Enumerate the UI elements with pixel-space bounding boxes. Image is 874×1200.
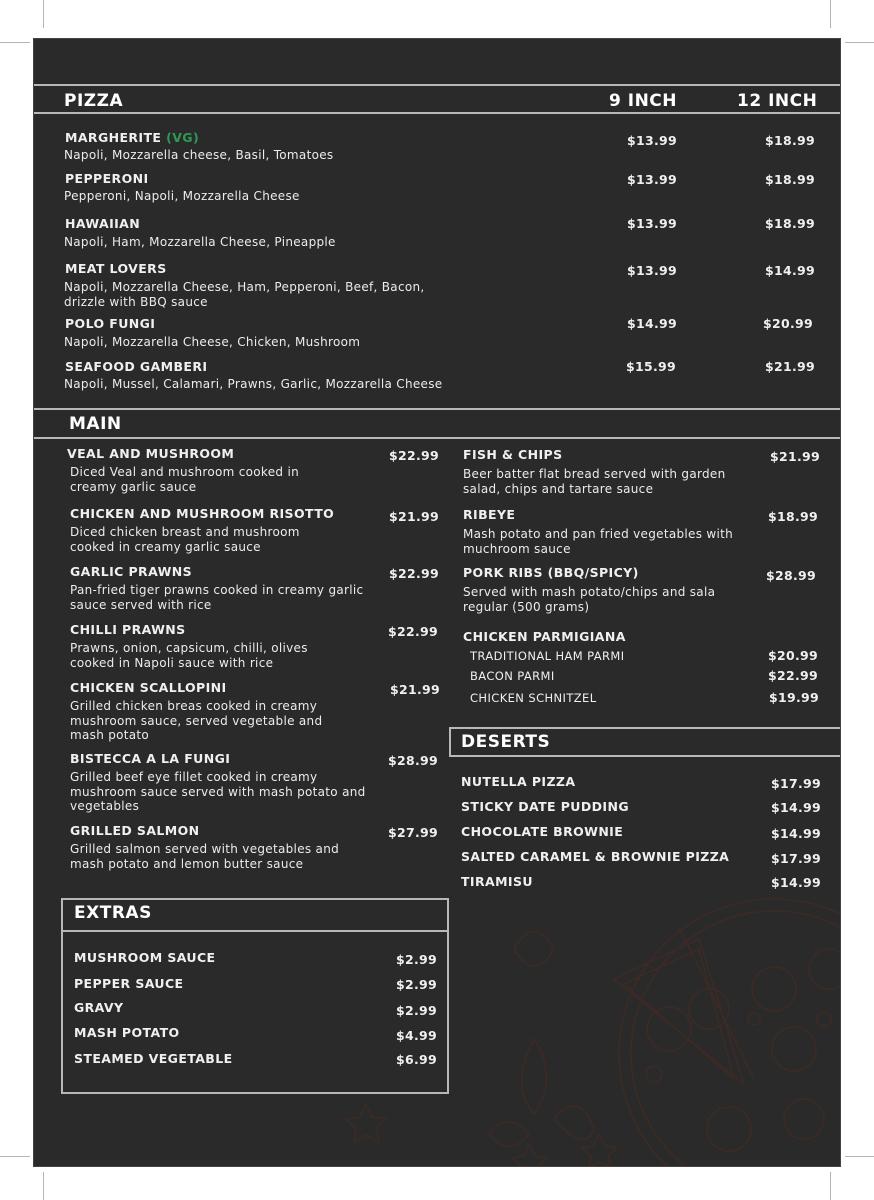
item-price: $27.99	[388, 825, 439, 840]
item-name: BISTECCA A LA FUNGI	[70, 751, 231, 766]
parmi-option-price: $20.99	[768, 648, 819, 663]
item-name: STEAMED VEGETABLE	[74, 1051, 233, 1066]
price-12-inch: $18.99	[765, 172, 816, 187]
item-name: FISH & CHIPS	[463, 447, 563, 462]
price-9-inch: $13.99	[627, 216, 678, 231]
item-price: $14.99	[771, 826, 822, 841]
item-price: $14.99	[771, 875, 822, 890]
item-price: $22.99	[389, 448, 440, 463]
item-description: Served with mash potato/chips and sala regular (500 grams)	[463, 585, 716, 614]
item-price: $28.99	[766, 568, 817, 583]
item-name: GRAVY	[74, 1000, 124, 1015]
item-name: HAWAIIAN	[65, 216, 141, 231]
item-price: $21.99	[389, 509, 440, 524]
item-description: Pepperoni, Napoli, Mozzarella Cheese	[64, 189, 300, 203]
price-9-inch: $13.99	[627, 263, 678, 278]
divider	[34, 437, 841, 439]
item-description: Grilled salmon served with vegetables and mash potato and lemon butter sauce	[70, 842, 340, 871]
pizza-12-inch-header: 12 INCH	[737, 91, 818, 111]
divider	[34, 112, 841, 114]
item-name: PEPPER SAUCE	[74, 976, 184, 991]
item-name: CHICKEN AND MUSHROOM RISOTTO	[70, 506, 335, 521]
crop-mark	[0, 42, 30, 43]
item-price: $2.99	[396, 952, 438, 967]
crop-mark	[830, 0, 831, 28]
item-description: Pan-fried tiger prawns cooked in creamy garlic sauce served with rice	[70, 583, 364, 612]
menu-page	[33, 38, 841, 1167]
item-name: CHICKEN SCALLOPINI	[70, 680, 227, 695]
price-9-inch: $14.99	[627, 316, 678, 331]
item-name: RIBEYE	[463, 507, 516, 522]
pizza-9-inch-header: 9 INCH	[609, 91, 678, 111]
crop-mark	[43, 1172, 44, 1200]
parmi-option-price: $22.99	[768, 668, 819, 683]
item-description: Napoli, Mozzarella cheese, Basil, Tomatoes	[64, 148, 334, 162]
item-price: $21.99	[770, 449, 821, 464]
item-price: $17.99	[771, 776, 822, 791]
deserts-section-title: DESERTS	[461, 732, 551, 752]
item-name: SEAFOOD GAMBERI	[65, 359, 208, 374]
item-name: MUSHROOM SAUCE	[74, 950, 216, 965]
price-12-inch: $18.99	[765, 133, 816, 148]
item-name: MARGHERITE	[65, 130, 162, 145]
item-name: CHILLI PRAWNS	[70, 622, 186, 637]
item-price: $21.99	[390, 682, 441, 697]
crop-mark	[0, 1156, 30, 1157]
item-name: CHOCOLATE BROWNIE	[461, 824, 624, 839]
parmi-option-name: CHICKEN SCHNITZEL	[470, 691, 597, 705]
item-price: $18.99	[768, 509, 819, 524]
item-name: CHICKEN PARMIGIANA	[463, 629, 626, 644]
main-section-title: MAIN	[69, 414, 122, 434]
item-name: TIRAMISU	[461, 874, 533, 889]
item-name: PORK RIBS (BBQ/SPICY)	[463, 565, 639, 580]
pizza-illustration-icon	[474, 879, 841, 1167]
item-name: GARLIC PRAWNS	[70, 564, 193, 579]
item-name: PEPPERONI	[65, 171, 149, 186]
price-12-inch: $21.99	[765, 359, 816, 374]
item-name: MASH POTATO	[74, 1025, 180, 1040]
price-12-inch: $20.99	[763, 316, 814, 331]
item-price: $14.99	[771, 800, 822, 815]
parmi-option-name: BACON PARMI	[470, 669, 555, 683]
price-9-inch: $13.99	[627, 133, 678, 148]
item-description: Grilled chicken breas cooked in creamy mushroom sauce, served vegetable and mash potato	[70, 699, 323, 742]
item-name: POLO FUNGI	[65, 316, 156, 331]
item-price: $22.99	[388, 624, 439, 639]
item-price: $2.99	[396, 1003, 438, 1018]
item-price: $4.99	[396, 1028, 438, 1043]
star-pasta-icon	[344, 1099, 394, 1149]
crop-mark	[845, 1156, 874, 1157]
price-12-inch: $14.99	[765, 263, 816, 278]
item-description: Diced chicken breast and mushroom cooked in creamy garlic sauce	[70, 525, 300, 554]
item-price: $28.99	[388, 753, 439, 768]
item-description: Grilled beef eye fillet cooked in creamy mushroom sauce served with mash potato and vegetables	[70, 770, 366, 813]
crop-mark	[845, 42, 874, 43]
item-name: SALTED CARAMEL & BROWNIE PIZZA	[461, 849, 730, 864]
item-price: $2.99	[396, 977, 438, 992]
item-name: GRILLED SALMON	[70, 823, 200, 838]
item-name: VEAL AND MUSHROOM	[67, 446, 235, 461]
item-price: $6.99	[396, 1052, 438, 1067]
price-12-inch: $18.99	[765, 216, 816, 231]
parmi-option-name: TRADITIONAL HAM PARMI	[470, 649, 625, 663]
item-name: STICKY DATE PUDDING	[461, 799, 629, 814]
divider	[34, 408, 841, 410]
item-description: Napoli, Mozzarella Cheese, Chicken, Mushroom	[64, 335, 361, 349]
item-description: Prawns, onion, capsicum, chilli, olives cooked in Napoli sauce with rice	[70, 641, 308, 670]
pizza-section-title: PIZZA	[64, 91, 124, 111]
item-description: Napoli, Ham, Mozzarella Cheese, Pineapple	[64, 235, 336, 249]
item-name: NUTELLA PIZZA	[461, 774, 576, 789]
item-price: $22.99	[389, 566, 440, 581]
item-price: $17.99	[771, 851, 822, 866]
price-9-inch: $15.99	[626, 359, 677, 374]
item-description: Beer batter flat bread served with garden salad, chips and tartare sauce	[463, 467, 726, 496]
item-description: Napoli, Mozzarella Cheese, Ham, Pepperoni, Beef, Bacon, drizzle with BBQ sauce	[64, 280, 425, 309]
parmi-option-price: $19.99	[769, 690, 820, 705]
crop-mark	[830, 1172, 831, 1200]
item-description: Mash potato and pan fried vegetables with muchroom sauce	[463, 527, 734, 556]
item-description: Diced Veal and mushroom cooked in creamy garlic sauce	[70, 465, 300, 494]
vegan-tag: (VG)	[166, 130, 200, 145]
divider	[61, 930, 449, 932]
extras-section-title: EXTRAS	[74, 903, 152, 923]
item-name: MEAT LOVERS	[65, 261, 167, 276]
item-description: Napoli, Mussel, Calamari, Prawns, Garlic, Mozzarella Cheese	[64, 377, 443, 391]
crop-mark	[43, 0, 44, 28]
price-9-inch: $13.99	[627, 172, 678, 187]
divider	[34, 84, 841, 86]
